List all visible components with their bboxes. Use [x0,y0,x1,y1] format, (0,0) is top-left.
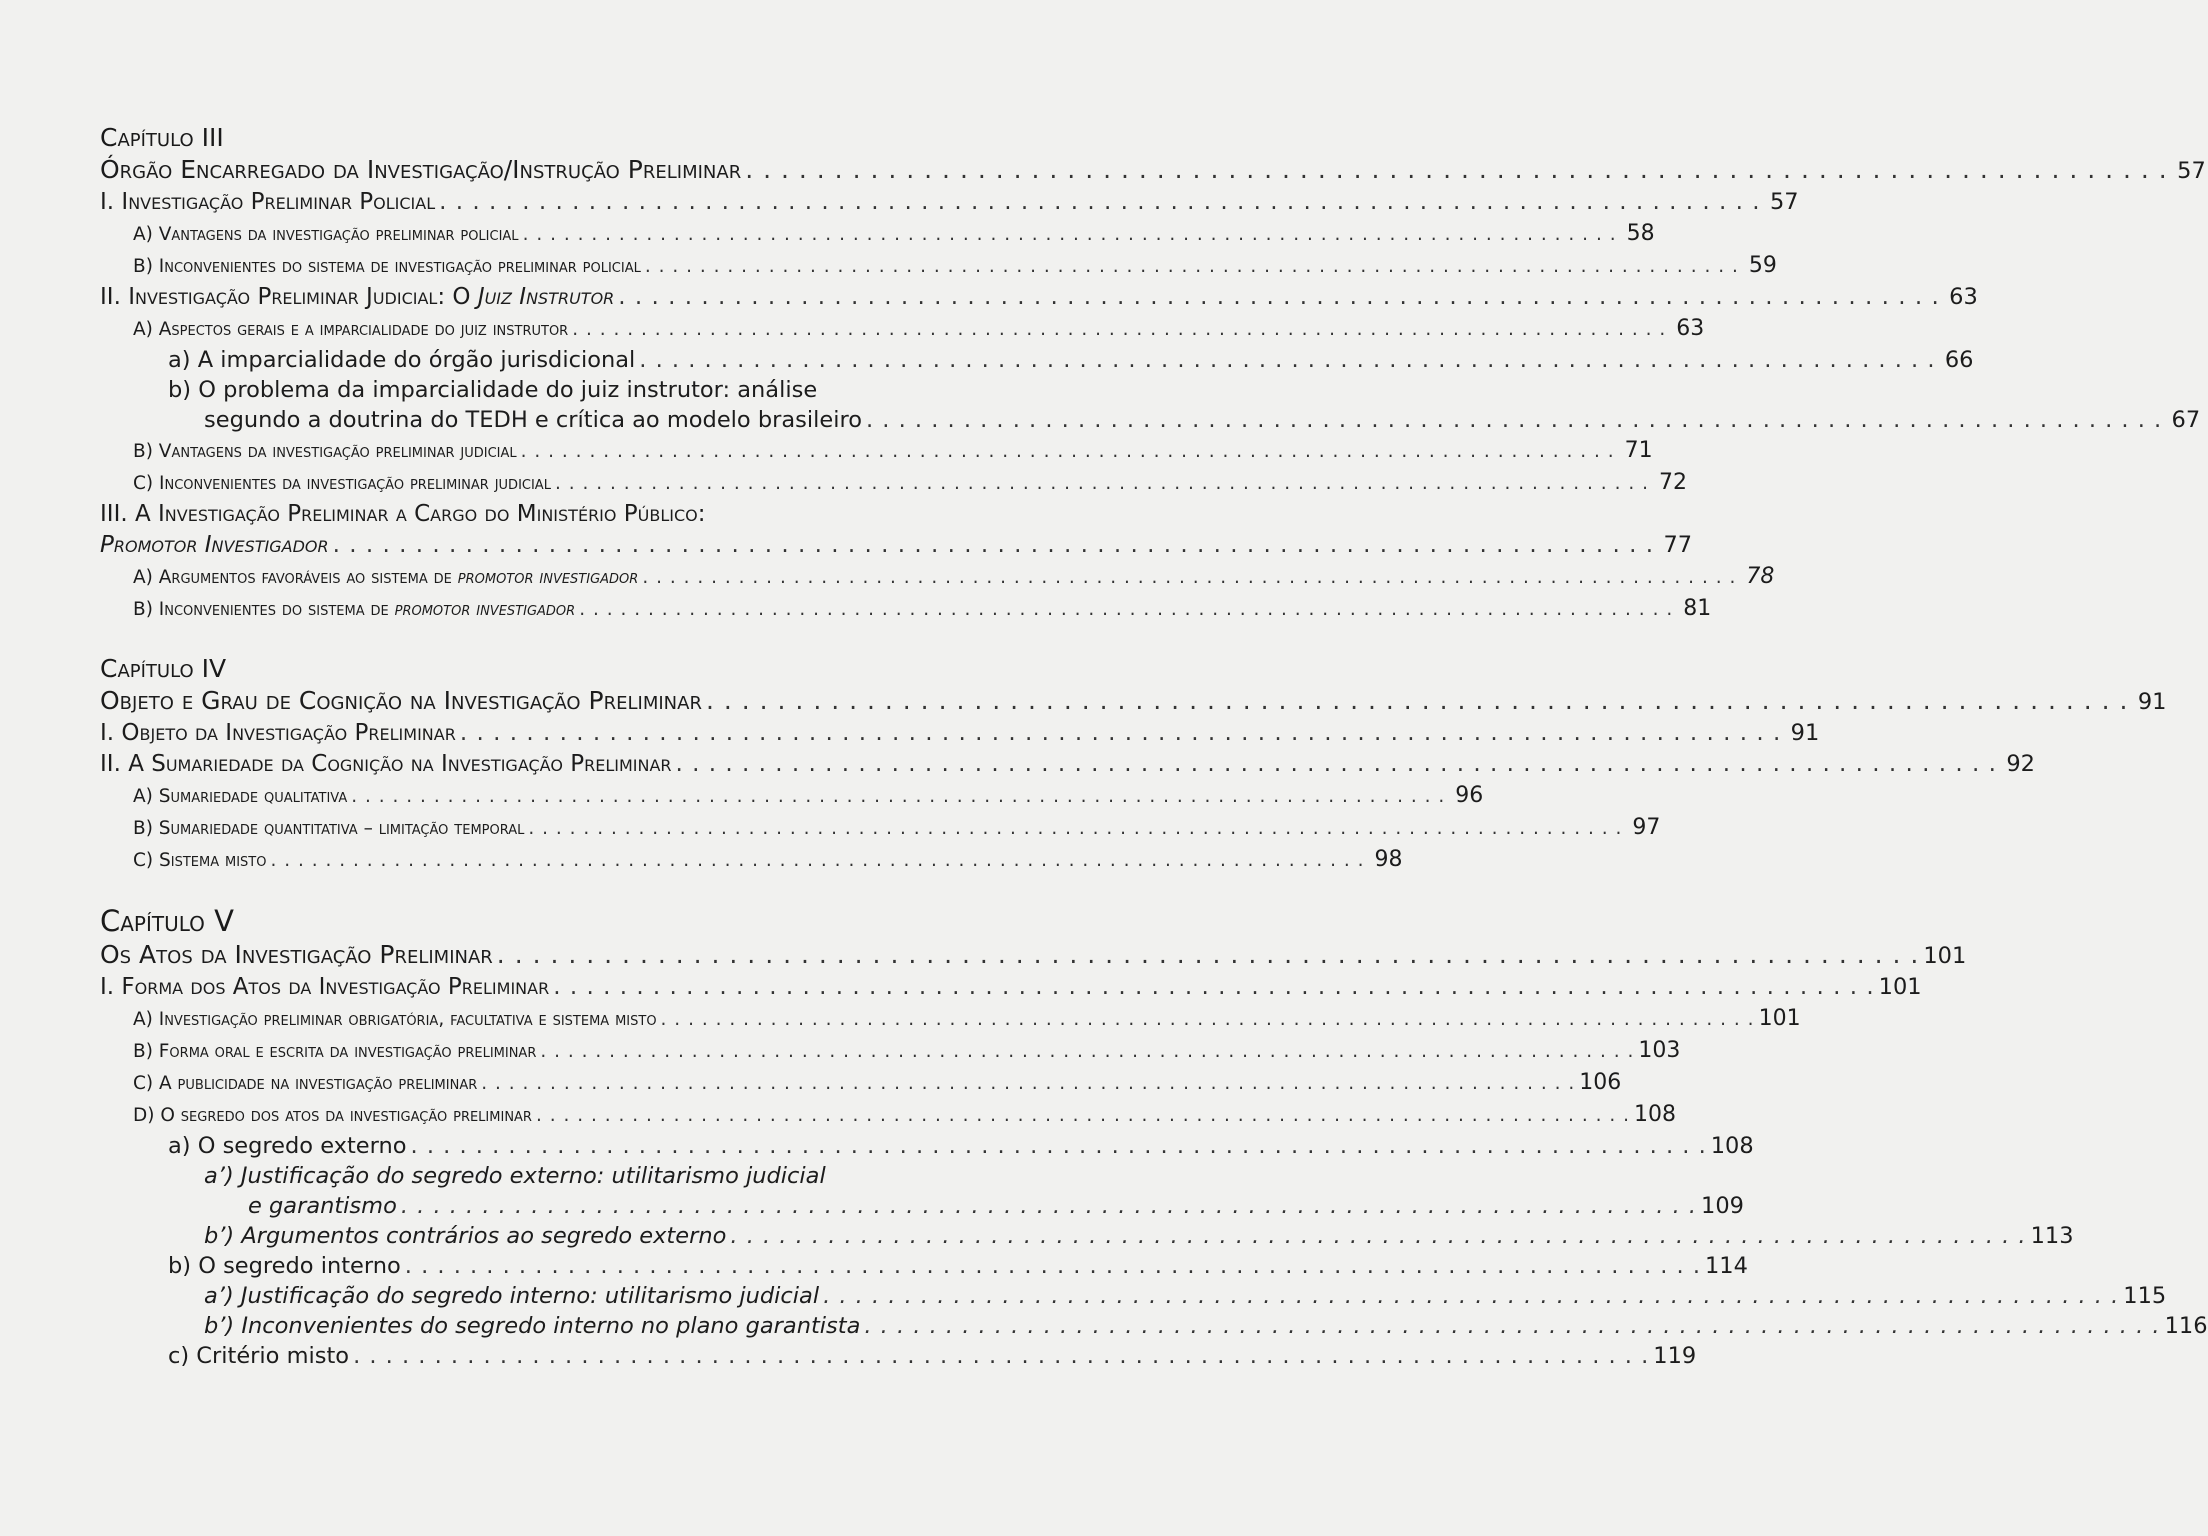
toc-entry: A) Investigação preliminar obrigatória, facultativa e sistema misto . . . 101 [100,1003,970,1035]
toc-entry: B) Forma oral e escrita da investigação preliminar . . . 103 [100,1035,970,1067]
page-number: 101 [1878,974,1922,1000]
toc-entry: B) Vantagens da investigação preliminar judicial . . . 71 [100,435,970,467]
chapter-label: Capítulo III [100,123,224,152]
toc-entry: segundo a doutrina do TEDH e crítica ao modelo brasileiro . . . 67 [100,405,970,435]
page-number: 114 [1704,1253,1748,1279]
page-number: 91 [1790,720,1820,746]
toc-entry: Promotor Investigador . . . 77 [100,530,970,561]
toc-entry: C) Inconvenientes da investigação preliminar judicial . . . 72 [100,467,970,499]
toc-entry: A) Sumariedade qualitativa . . . 96 [100,780,970,812]
toc-entry: a’) Justificação do segredo interno: utilitarismo judicial . . . 115 [100,1281,970,1311]
toc-entry-line: III. A Investigação Preliminar a Cargo do Ministério Público: [100,501,706,527]
page-number: 109 [1701,1193,1744,1219]
toc-entry: I. Objeto da Investigação Preliminar . . . 91 [100,718,970,749]
toc-entry: B) Inconvenientes do sistema de promotor investigador . . . 81 [100,593,970,625]
toc-entry: A) Argumentos favoráveis ao sistema de promotor investigador . . . 78 [100,561,970,593]
page-number: 115 [2123,1283,2167,1309]
page-number: 97 [1632,815,1661,840]
toc-entry-line: b) O problema da imparcialidade do juiz instrutor: análise [168,377,818,403]
chapter-3 [100,122,2206,625]
toc-entry: C) A publicidade na investigação preliminar . . . 106 [100,1067,970,1099]
page-number: 66 [1944,347,1974,373]
page-number: 92 [2006,751,2035,777]
page-number: 57 [2177,158,2206,184]
page-number: 58 [1626,221,1655,246]
page-number: 101 [1923,943,1967,969]
toc-entry: b’) Inconvenientes do segredo interno no plano garantista . . . 116 [100,1311,970,1341]
toc-entry: II. Investigação Preliminar Judicial: O Juiz Instrutor . . . 63 [100,282,970,313]
chapter-title-row [100,154,2206,187]
toc-entry: II. A Sumariedade da Cognição na Investigação Preliminar . . . 92 [100,749,970,780]
page-number: 57 [1769,189,1799,215]
page-number: 67 [2171,407,2201,433]
toc-entry: I. Forma dos Atos da Investigação Preliminar . . . 101 [100,972,970,1003]
page-number: 91 [2137,689,2167,715]
toc-entry: D) O segredo dos atos da investigação preliminar . . . 108 [100,1099,970,1131]
toc-entry: c) Critério misto . . . 119 [100,1341,970,1371]
toc-entry: a) O segredo externo . . . 108 [100,1131,970,1161]
chapter-label: Capítulo V [100,904,234,938]
page-number: 119 [1653,1343,1697,1369]
page-number: 77 [1663,532,1693,558]
page-number: 78 [1746,564,1775,589]
chapter-title: Os Atos da Investigação Preliminar [100,940,493,969]
toc-entry: e garantismo . . . 109 [100,1191,970,1221]
page-number: 59 [1748,253,1777,278]
page-number: 108 [1634,1102,1676,1127]
page-number: 108 [1710,1133,1754,1159]
chapter-title-row [100,939,1967,972]
toc-entry: B) Inconvenientes do sistema de investigação preliminar policial . . . 59 [100,250,970,282]
page-number: 103 [1638,1038,1681,1063]
page-number: 81 [1683,596,1712,621]
toc-entry: b) O segredo interno . . . 114 [100,1251,970,1281]
page-number: 63 [1676,316,1705,341]
toc-entry-line: a’) Justificação do segredo externo: utilitarismo judicial [204,1163,826,1189]
chapter-4 [100,653,2167,876]
page-number: 101 [1758,1006,1801,1031]
chapter-title: Objeto e Grau de Cognição na Investigação Preliminar [100,686,702,715]
toc-entry: B) Sumariedade quantitativa – limitação temporal . . . 97 [100,812,970,844]
chapter-title-row [100,685,2167,718]
table-of-contents [100,122,2208,1399]
chapter-label: Capítulo IV [100,654,227,683]
toc-entry: b’) Argumentos contrários ao segredo externo . . . 113 [100,1221,970,1251]
toc-entry: C) Sistema misto . . . 98 [100,844,970,876]
page-number: 96 [1455,783,1484,808]
toc-entry: A) Vantagens da investigação preliminar policial . . . 58 [100,218,970,250]
toc-entry: A) Aspectos gerais e a imparcialidade do juiz instrutor . . . 63 [100,313,970,345]
page-number: 98 [1374,847,1403,872]
toc-entry: a) A imparcialidade do órgão jurisdicional . . . 66 [100,345,970,375]
page-number: 113 [2030,1223,2074,1249]
page-number: 116 [2164,1313,2208,1339]
page-number: 106 [1579,1070,1622,1095]
chapter-title: Órgão Encarregado da Investigação/Instrução Preliminar [100,155,742,184]
page-number: 63 [1949,284,1978,310]
chapter-5 [100,904,2208,1371]
page-number: 72 [1658,470,1687,495]
page-number: 71 [1624,438,1653,463]
toc-entry: I. Investigação Preliminar Policial . . . 57 [100,187,970,218]
